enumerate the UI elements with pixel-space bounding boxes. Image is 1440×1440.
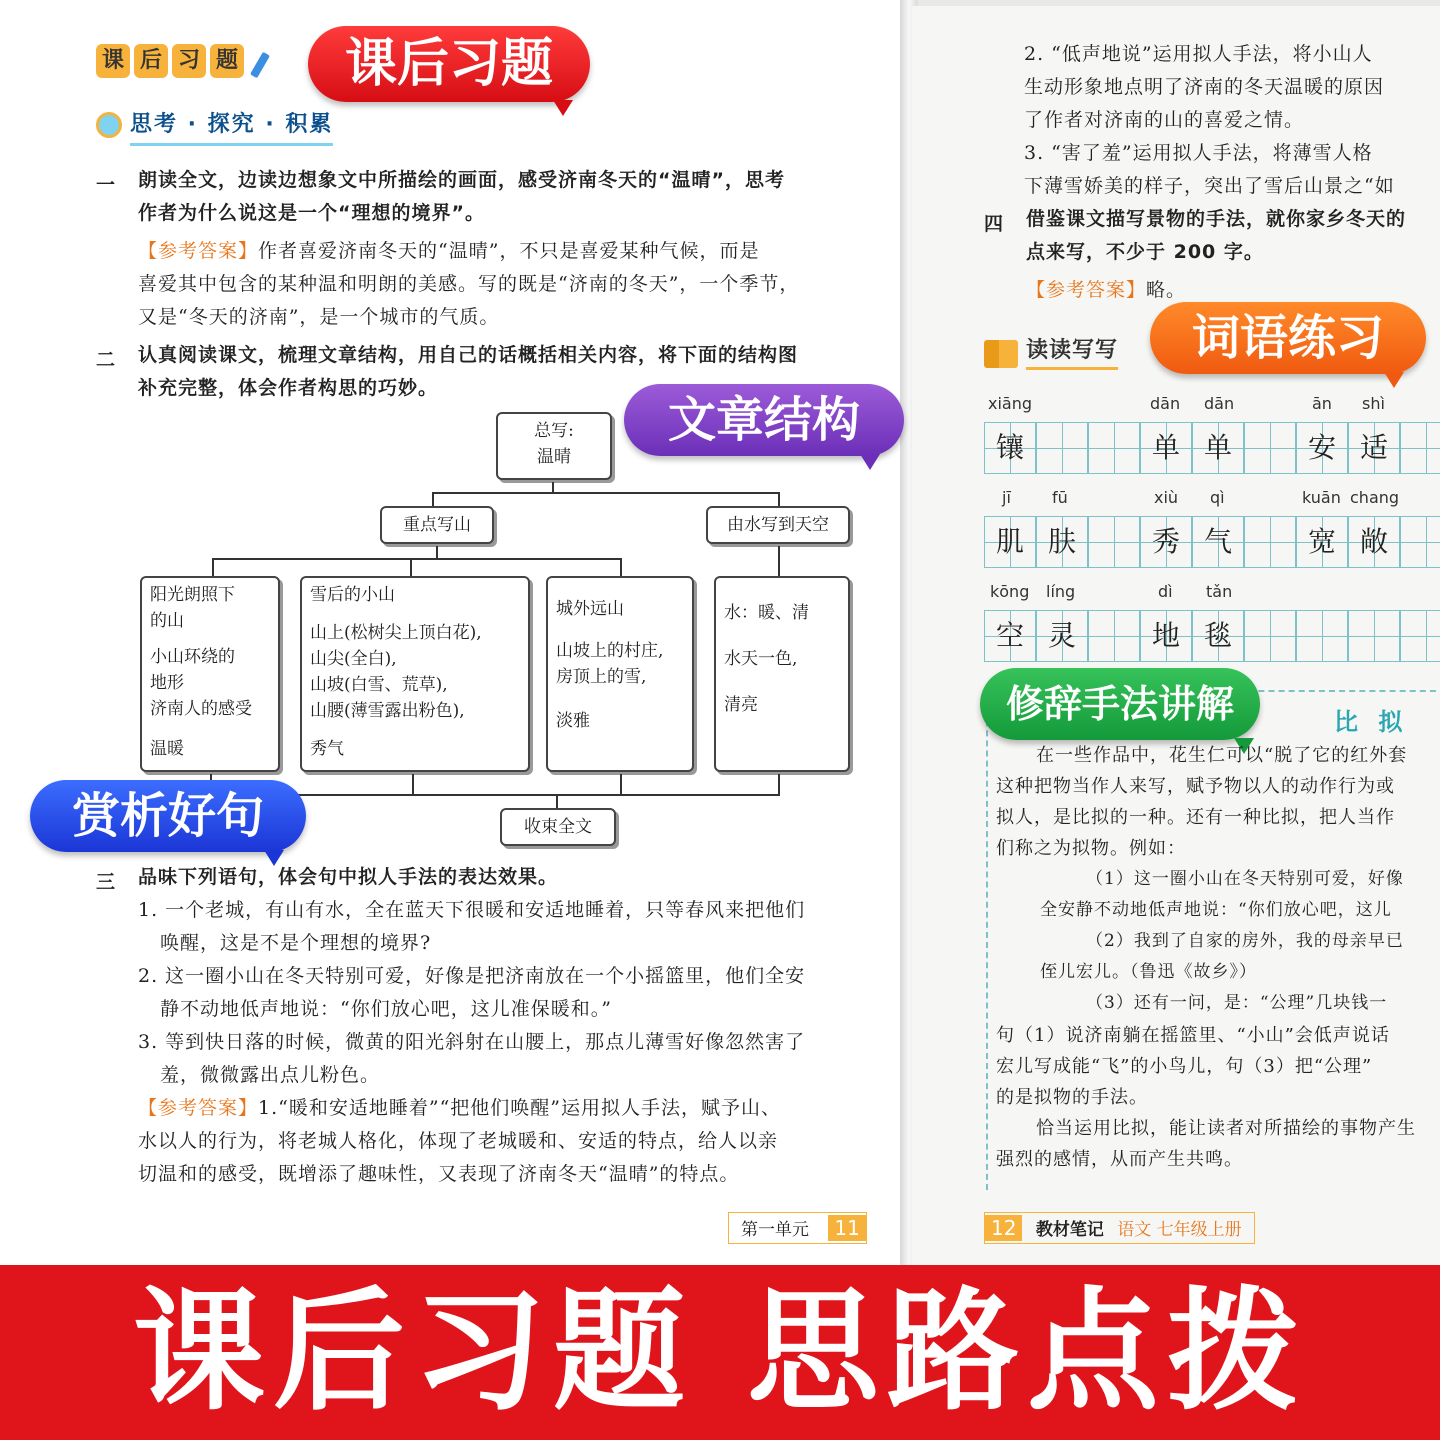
footer-unit: 第一单元	[741, 1220, 809, 1240]
pinyin: ān	[1312, 394, 1332, 413]
node-water: 由水写到天空	[706, 506, 850, 544]
node-text: 阳光朗照下	[150, 585, 235, 605]
sentence-1-line: 1. 一个老城，有山有水，全在蓝天下很暖和安适地睡着，只等春风来把他们	[138, 899, 806, 921]
grid-cell: 灵	[1036, 610, 1088, 662]
grid-cell: 安	[1296, 422, 1348, 474]
node-text: 房顶上的雪,	[556, 667, 647, 687]
pinyin: chang	[1350, 488, 1400, 507]
question-2-line: 认真阅读课文，梳理文章结构，用自己的话概括相关内容，将下面的结构图	[138, 344, 799, 366]
page-number: 11	[828, 1215, 865, 1241]
question-4-line: 借鉴课文描写景物的手法，就你家乡冬天的	[1026, 208, 1407, 230]
sentence-3-line: 羞，微微露出点儿粉色。	[160, 1064, 381, 1086]
answer-tag: 【参考答案】	[1026, 279, 1147, 301]
grid-cell: 毯	[1192, 610, 1244, 662]
grid-cell	[1088, 610, 1140, 662]
rhetoric-line: 们称之为拟物。例如：	[996, 838, 1186, 859]
rhetoric-line: 句（1）说济南躺在摇篮里、“小山”会低声说话	[996, 1025, 1390, 1046]
rhetoric-line: （3）还有一问，是：“公理”几块钱一	[1086, 993, 1388, 1013]
rhetoric-line: 恰当运用比拟，能让读者对所描绘的事物产生	[1036, 1118, 1416, 1139]
lightbulb-icon	[96, 112, 122, 138]
answer-3-line: 水以人的行为，将老城人格化，体现了老城暖和、安适的特点，给人以亲	[138, 1130, 779, 1152]
bubble-structure: 文章结构	[624, 384, 904, 456]
sentence-2-line: 静不动地低声地说：“你们放心吧，这儿准保暖和。”	[160, 998, 612, 1020]
node-mountain: 重点写山	[380, 506, 494, 544]
sentence-1-line: 唤醒，这是不是个理想的境界?	[160, 932, 432, 954]
grid-cell: 地	[1140, 610, 1192, 662]
answer-tag: 【参考答案】	[138, 1097, 259, 1119]
badge-char: 习	[172, 44, 206, 78]
grid-cell: 肤	[1036, 516, 1088, 568]
rhetoric-line: 拟人，是比拟的一种。还有一种比拟，把人当作	[996, 807, 1395, 828]
answer-cont-line: 下薄雪娇美的样子，突出了雪后山景之“如	[1024, 175, 1395, 197]
grid-cell	[1244, 516, 1296, 568]
grid-cell: 镶	[984, 422, 1036, 474]
pinyin: líng	[1046, 582, 1076, 601]
section-badge	[96, 44, 244, 78]
node-text: 的山	[150, 611, 184, 631]
pinyin: tǎn	[1206, 582, 1233, 601]
badge-char: 后	[134, 44, 168, 78]
answer-cont-line: 生动形象地点明了济南的冬天温暖的原因	[1024, 76, 1385, 98]
grid-cell: 单	[1192, 422, 1244, 474]
banner-text: 课后习题 思路点拨	[133, 1275, 1307, 1429]
grid-cell	[1088, 422, 1140, 474]
question-number: 二	[96, 349, 116, 371]
grid-cell	[1400, 516, 1440, 568]
answer-1: 【参考答案】作者喜爱济南冬天的“温晴”，不只是喜爱某种气候，而是	[138, 240, 760, 262]
word-grid-row	[984, 610, 1440, 662]
sentence-2-line: 2. 这一圈小山在冬天特别可爱，好像是把济南放在一个小摇篮里，他们全安	[138, 965, 806, 987]
node-box-snow	[300, 576, 530, 772]
page-number: 12	[985, 1215, 1022, 1241]
answer-1-line: 又是“冬天的济南”，是一个城市的气质。	[138, 306, 500, 328]
grid-cell	[1348, 610, 1400, 662]
answer-cont-line: 3. “害了羞”运用拟人手法，将薄雪人格	[1024, 142, 1373, 164]
answer-1-line: 喜爱其中包含的某种温和明朗的美感。写的既是“济南的冬天”，一个季节，	[138, 273, 800, 295]
node-text: 山坡(白雪、荒草),	[310, 675, 448, 695]
node-root-label: 总写:	[534, 421, 574, 441]
node-text: 山腰(薄雪露出粉色),	[310, 701, 465, 721]
rhetoric-line: （2）我到了自家的房外，我的母亲早已	[1086, 931, 1404, 951]
node-box-far	[546, 576, 694, 772]
pinyin: jī	[1002, 488, 1011, 507]
pinyin: qì	[1210, 488, 1225, 507]
footer-book: 教材笔记	[1035, 1220, 1104, 1240]
node-end: 收束全文	[500, 808, 616, 846]
bubble-appreciate: 赏析好句	[30, 780, 306, 852]
pinyin: kuān	[1302, 488, 1341, 507]
answer-cont-line: 2. “低声地说”运用拟人手法，将小山人	[1024, 43, 1373, 65]
sentence-3-line: 3. 等到快日落的时候，微黄的阳光斜射在山腰上，那点儿薄雪好像忽然害了	[138, 1031, 806, 1053]
grid-cell	[1036, 422, 1088, 474]
grid-cell	[1244, 610, 1296, 662]
pinyin: dān	[1150, 394, 1181, 413]
answer-tag: 【参考答案】	[138, 240, 259, 262]
word-grid-row	[984, 422, 1440, 474]
grid-cell: 秀	[1140, 516, 1192, 568]
footer-left	[728, 1212, 867, 1244]
grid-cell: 肌	[984, 516, 1036, 568]
node-root-value: 温晴	[537, 447, 571, 467]
question-number: 四	[984, 213, 1004, 235]
node-text: 城外远山	[556, 599, 624, 619]
rhetoric-line: 宏儿写成能“飞”的小鸟儿，句（3）把“公理”	[996, 1056, 1373, 1077]
pinyin: dān	[1204, 394, 1235, 413]
answer-4: 【参考答案】略。	[1026, 279, 1187, 301]
word-grid-row	[984, 516, 1440, 568]
pinyin: xiāng	[988, 394, 1033, 413]
node-text: 山尖(全白),	[310, 649, 397, 669]
rhetoric-line: 侄儿宏儿。（鲁迅《故乡》）	[1040, 962, 1257, 982]
node-text: 山坡上的村庄,	[556, 641, 664, 661]
grid-cell: 单	[1140, 422, 1192, 474]
node-text: 小山环绕的	[150, 647, 235, 667]
pinyin: kōng	[990, 582, 1030, 601]
pinyin: xiù	[1154, 488, 1179, 507]
rhetoric-title: 比 拟	[1334, 708, 1409, 736]
node-text: 山上(松树尖上顶白花),	[310, 623, 482, 643]
answer-3-line: 切温和的感受，既增添了趣味性，又表现了济南冬天“温晴”的特点。	[138, 1163, 740, 1185]
question-1-line: 作者为什么说这是一个“理想的境界”。	[138, 202, 485, 224]
question-3: 品味下列语句，体会句中拟人手法的表达效果。	[138, 866, 559, 888]
answer-cont-line: 了作者对济南的山的喜爱之情。	[1024, 109, 1305, 131]
grid-cell: 气	[1192, 516, 1244, 568]
pinyin: shì	[1362, 394, 1385, 413]
grid-cell: 宽	[1296, 516, 1348, 568]
node-text: 秀气	[310, 739, 344, 759]
node-text: 水：暖、清	[724, 603, 809, 623]
node-text: 淡雅	[556, 711, 590, 731]
node-text: 雪后的小山	[310, 585, 395, 605]
question-number: 一	[96, 174, 116, 196]
grid-cell	[1400, 610, 1440, 662]
question-4-line: 点来写，不少于 200 字。	[1026, 241, 1264, 263]
question-1-line: 朗读全文，边读边想象文中所描绘的画面，感受济南冬天的“温晴”，思考	[138, 169, 785, 191]
node-box-sunny	[140, 576, 280, 772]
badge-char: 课	[96, 44, 130, 78]
question-number: 三	[96, 871, 116, 893]
node-root	[496, 412, 612, 480]
grid-cell	[1088, 516, 1140, 568]
pinyin: fū	[1052, 488, 1068, 507]
bubble-rhetoric: 修辞手法讲解	[980, 668, 1260, 740]
grid-cell	[1400, 422, 1440, 474]
bubble-words: 词语练习	[1150, 302, 1426, 374]
subheading: 思考 · 探究 · 积累	[130, 108, 333, 146]
answer-3: 【参考答案】1.“暖和安适地睡着”“把他们唤醒”运用拟人手法，赋予山、	[138, 1097, 781, 1119]
grid-cell	[1296, 610, 1348, 662]
footer-right	[984, 1212, 1255, 1244]
grid-cell: 适	[1348, 422, 1400, 474]
read-write-title: 读读写写	[1026, 334, 1118, 370]
footer-subject: 语文 七年级上册	[1117, 1220, 1242, 1240]
badge-char: 题	[210, 44, 244, 78]
grid-cell: 空	[984, 610, 1036, 662]
grid-cell: 敞	[1348, 516, 1400, 568]
bubble-homework: 课后习题	[308, 26, 590, 102]
book-icon	[984, 340, 1018, 368]
node-text: 温暖	[150, 739, 184, 759]
rhetoric-line: 的是拟物的手法。	[996, 1087, 1148, 1108]
rhetoric-line: 在一些作品中，花生仁可以“脱了它的红外套	[1036, 745, 1408, 766]
grid-cell	[1244, 422, 1296, 474]
rhetoric-line: （1）这一圈小山在冬天特别可爱，好像	[1086, 869, 1404, 889]
rhetoric-line: 强烈的感情，从而产生共鸣。	[996, 1149, 1243, 1170]
node-box-water	[714, 576, 850, 772]
rhetoric-line: 全安静不动地低声地说：“你们放心吧，这儿	[1040, 900, 1392, 920]
node-text: 济南人的感受	[150, 699, 252, 719]
node-text: 水天一色,	[724, 649, 798, 669]
rhetoric-line: 这种把物当作人来写，赋予物以人的动作行为或	[996, 776, 1395, 797]
node-text: 清亮	[724, 695, 758, 715]
question-2-line: 补充完整，体会作者构思的巧妙。	[138, 377, 439, 399]
node-text: 地形	[150, 673, 184, 693]
pinyin: dì	[1158, 582, 1173, 601]
